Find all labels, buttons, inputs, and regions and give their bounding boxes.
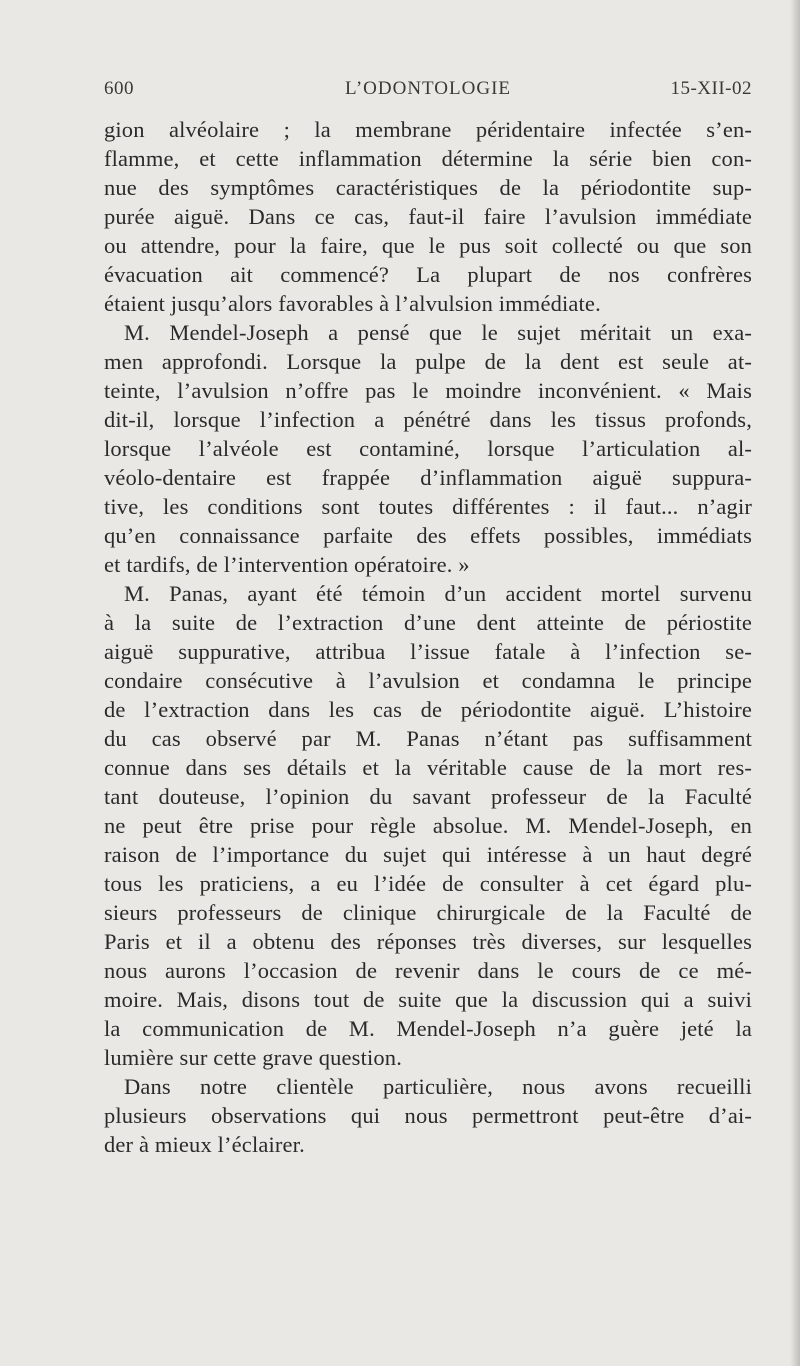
text-line: sieurs professeurs de clinique chirurgicale de la Faculté de: [104, 900, 752, 925]
text-line: dit-il, lorsque l’infection a pénétré dans les tissus profonds,: [104, 407, 752, 432]
paragraph-1: [104, 115, 752, 318]
text-line: der à mieux l’éclairer.: [104, 1132, 305, 1157]
paragraph-4: [104, 1072, 752, 1159]
text-line: à la suite de l’extraction d’une dent atteinte de périostite: [104, 610, 752, 635]
text-line: M. Mendel-Joseph a pensé que le sujet méritait un exa-: [124, 320, 752, 345]
text-line: tant douteuse, l’opinion du savant professeur de la Faculté: [104, 784, 752, 809]
page-edge-shadow: [790, 0, 800, 1366]
paragraph-3: [104, 579, 752, 1072]
text-line: étaient jusqu’alors favorables à l’alvulsion immédiate.: [104, 291, 601, 316]
text-line: Paris et il a obtenu des réponses très diverses, sur lesquelles: [104, 929, 752, 954]
text-line: teinte, l’avulsion n’offre pas le moindre inconvénient. « Mais: [104, 378, 752, 403]
body-text: [104, 115, 752, 1159]
text-line: de l’extraction dans les cas de périodontite aiguë. L’histoire: [104, 697, 752, 722]
text-line: tous les praticiens, a eu l’idée de consulter à cet égard plu-: [104, 871, 752, 896]
text-line: condaire consécutive à l’avulsion et condamna le principe: [104, 668, 752, 693]
text-line: connue dans ses détails et la véritable cause de la mort res-: [104, 755, 752, 780]
text-line: Dans notre clientèle particulière, nous avons recueilli: [124, 1074, 752, 1099]
page-number: 600: [104, 78, 134, 99]
text-line: la communication de M. Mendel-Joseph n’a guère jeté la: [104, 1016, 752, 1041]
journal-title: L’ODONTOLOGIE: [344, 78, 512, 99]
text-line: du cas observé par M. Panas n’étant pas suffisamment: [104, 726, 752, 751]
text-line: nous aurons l’occasion de revenir dans le cours de ce mé-: [104, 958, 752, 983]
text-line: raison de l’importance du sujet qui intéresse à un haut degré: [104, 842, 752, 867]
text-line: ne peut être prise pour règle absolue. M. Mendel-Joseph, en: [104, 813, 752, 838]
text-line: purée aiguë. Dans ce cas, faut-il faire l’avulsion immédiate: [104, 204, 752, 229]
text-line: évacuation ait commencé? La plupart de nos confrères: [104, 262, 752, 287]
text-line: plusieurs observations qui nous permettront peut-être d’ai-: [104, 1103, 752, 1128]
text-line: M. Panas, ayant été témoin d’un accident mortel survenu: [124, 581, 752, 606]
text-line: qu’en connaissance parfaite des effets possibles, immédiats: [104, 523, 752, 548]
text-line: véolo-dentaire est frappée d’inflammation aiguë suppura-: [104, 465, 752, 490]
text-line: gion alvéolaire ; la membrane péridentaire infectée s’en-: [104, 117, 752, 142]
running-header: [104, 78, 752, 104]
text-line: nue des symptômes caractéristiques de la périodontite sup-: [104, 175, 752, 200]
text-line: ou attendre, pour la faire, que le pus soit collecté ou que son: [104, 233, 752, 258]
text-line: lorsque l’alvéole est contaminé, lorsque l’articulation al-: [104, 436, 752, 461]
text-line: aiguë suppurative, attribua l’issue fatale à l’infection se-: [104, 639, 752, 664]
text-line: et tardifs, de l’intervention opératoire. »: [104, 552, 470, 577]
text-line: tive, les conditions sont toutes différentes : il faut... n’agir: [104, 494, 752, 519]
text-line: lumière sur cette grave question.: [104, 1045, 402, 1070]
text-line: flamme, et cette inflammation détermine la série bien con-: [104, 146, 752, 171]
text-line: men approfondi. Lorsque la pulpe de la dent est seule at-: [104, 349, 752, 374]
text-line: moire. Mais, disons tout de suite que la discussion qui a suivi: [104, 987, 752, 1012]
issue-date: 15-XII-02: [670, 78, 752, 99]
paragraph-2: [104, 318, 752, 579]
